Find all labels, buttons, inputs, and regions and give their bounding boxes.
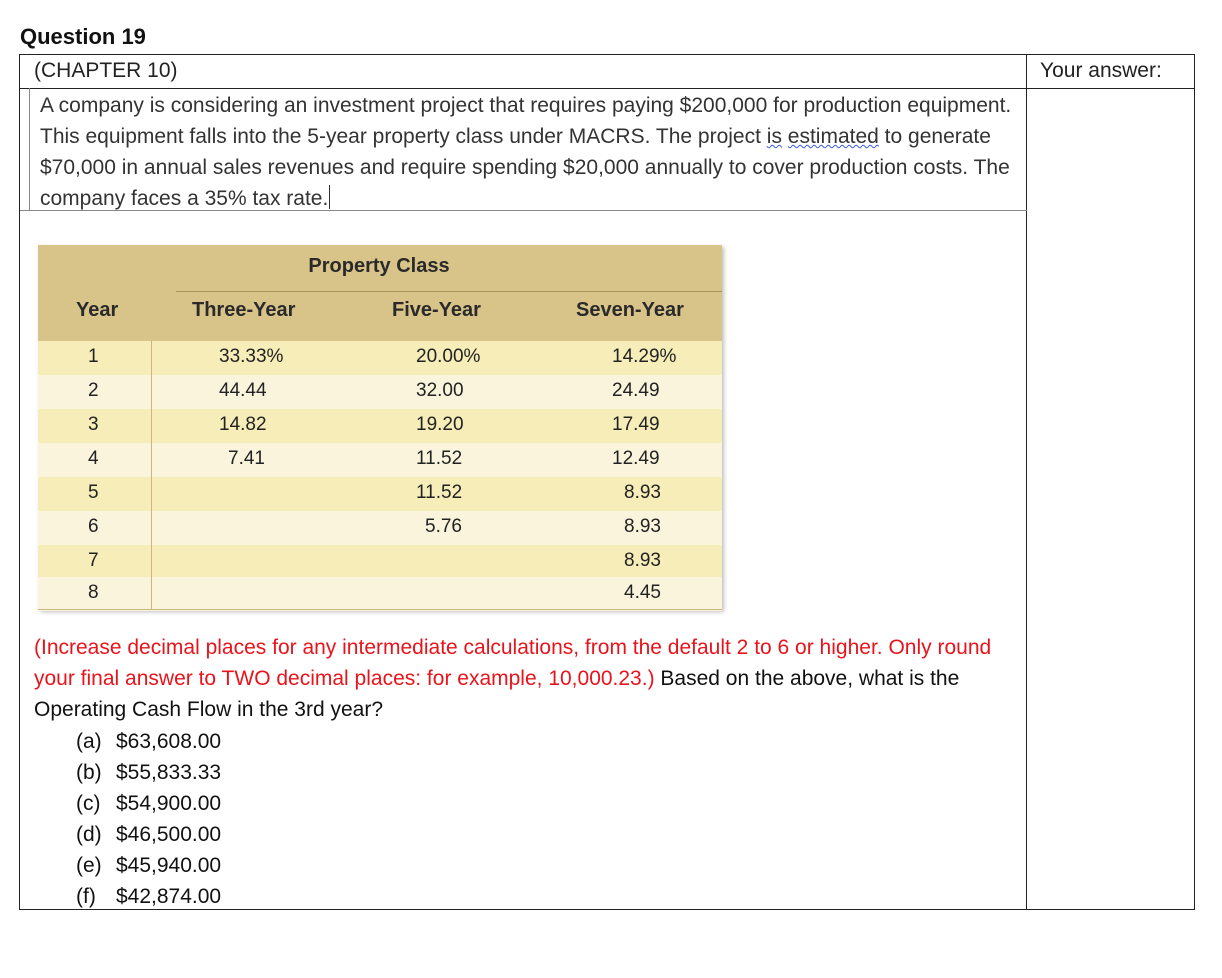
choice-value: $42,874.00 [116, 885, 222, 908]
choice-a[interactable] [76, 726, 221, 757]
cell-seven-year: 8.93 [624, 482, 661, 503]
choice-label: (c) [76, 792, 101, 815]
cell-seven-year: 24.49 [612, 380, 660, 401]
cell-year: 4 [88, 448, 99, 469]
chapter-label: (CHAPTER 10) [34, 59, 178, 82]
question-prompt [34, 632, 1014, 725]
property-class-rule [176, 291, 722, 292]
cell-three-year: 44.44 [219, 380, 267, 401]
cell-seven-year: 8.93 [624, 516, 661, 537]
choice-b[interactable] [76, 757, 221, 788]
choice-label: (e) [76, 854, 102, 877]
cell-year: 5 [88, 482, 99, 503]
table-bottom-rule [38, 609, 722, 610]
cell-seven-year: 4.45 [624, 582, 661, 603]
cell-seven-year: 8.93 [624, 550, 661, 571]
cell-five-year: 19.20 [416, 414, 464, 435]
cell-year: 2 [88, 380, 99, 401]
choice-d[interactable] [76, 819, 221, 850]
cell-three-year: 14.82 [219, 414, 267, 435]
choice-f[interactable] [76, 881, 221, 912]
property-class-title: Property Class [308, 255, 450, 277]
cell-five-year: 11.52 [416, 448, 463, 469]
cell-five-year: 5.76 [425, 516, 462, 537]
choice-value: $46,500.00 [116, 823, 222, 846]
answer-label: Your answer: [1040, 59, 1162, 82]
choice-value: $45,940.00 [116, 854, 222, 877]
cell-five-year: 11.52 [416, 482, 463, 503]
cell-year: 1 [88, 346, 99, 367]
cell-five-year: 20.00% [416, 346, 481, 367]
choice-label: (a) [76, 730, 102, 753]
cell-year: 7 [88, 550, 99, 571]
choice-value: $54,900.00 [116, 792, 222, 815]
cell-year: 8 [88, 582, 99, 603]
choice-label: (f) [76, 885, 96, 908]
cell-year: 6 [88, 516, 99, 537]
question-text: Based on the above, what is the Operating Cash Flow in the 3rd year? [34, 667, 960, 721]
cell-seven-year: 17.49 [612, 414, 660, 435]
answer-choices [76, 726, 221, 912]
question-stem [40, 90, 1015, 214]
spellcheck-word-is: is [766, 125, 782, 148]
rounding-instruction: (Increase decimal places for any intermediate calculations, from the default 2 to 6 or higher. Only round your final answer to TWO decimal places: for example, 10,000.23.) [34, 636, 992, 690]
cell-year: 3 [88, 414, 99, 435]
text-cursor [329, 185, 330, 209]
macrs-header-band [38, 245, 722, 341]
stem-left-bar [29, 88, 30, 210]
year-column-rule [38, 341, 152, 610]
cell-five-year: 32.00 [416, 380, 464, 401]
answer-header-rule [1027, 88, 1194, 89]
header-year: Year [76, 299, 119, 321]
cell-three-year: 7.41 [228, 448, 265, 469]
stem-text-1: A company is considering an investment project that requires paying $200,000 for production equipment. This equipment falls into the 5-year property class under MACRS. The project [40, 94, 1012, 148]
question-title: Question 19 [20, 24, 146, 49]
question-stem-box [20, 88, 1027, 211]
choice-value: $55,833.33 [116, 761, 222, 784]
cell-seven-year: 12.49 [612, 448, 660, 469]
question-table [19, 54, 1195, 910]
choice-label: (d) [76, 823, 102, 846]
stem-text-2: to generate $70,000 in annual sales revenues and require spending $20,000 annually to cover production costs. The company faces a 35% tax rate. [40, 125, 1010, 210]
choice-c[interactable] [76, 788, 221, 819]
choice-label: (b) [76, 761, 102, 784]
macrs-table [38, 245, 722, 610]
cell-three-year: 33.33% [219, 346, 284, 367]
choice-value: $63,608.00 [116, 730, 222, 753]
choice-e[interactable] [76, 850, 221, 881]
header-five-year: Five-Year [392, 299, 481, 321]
cell-seven-year: 14.29% [612, 346, 677, 367]
header-seven-year: Seven-Year [576, 299, 684, 321]
header-three-year: Three-Year [192, 299, 296, 321]
spellcheck-word-estimated: estimated [787, 125, 879, 148]
